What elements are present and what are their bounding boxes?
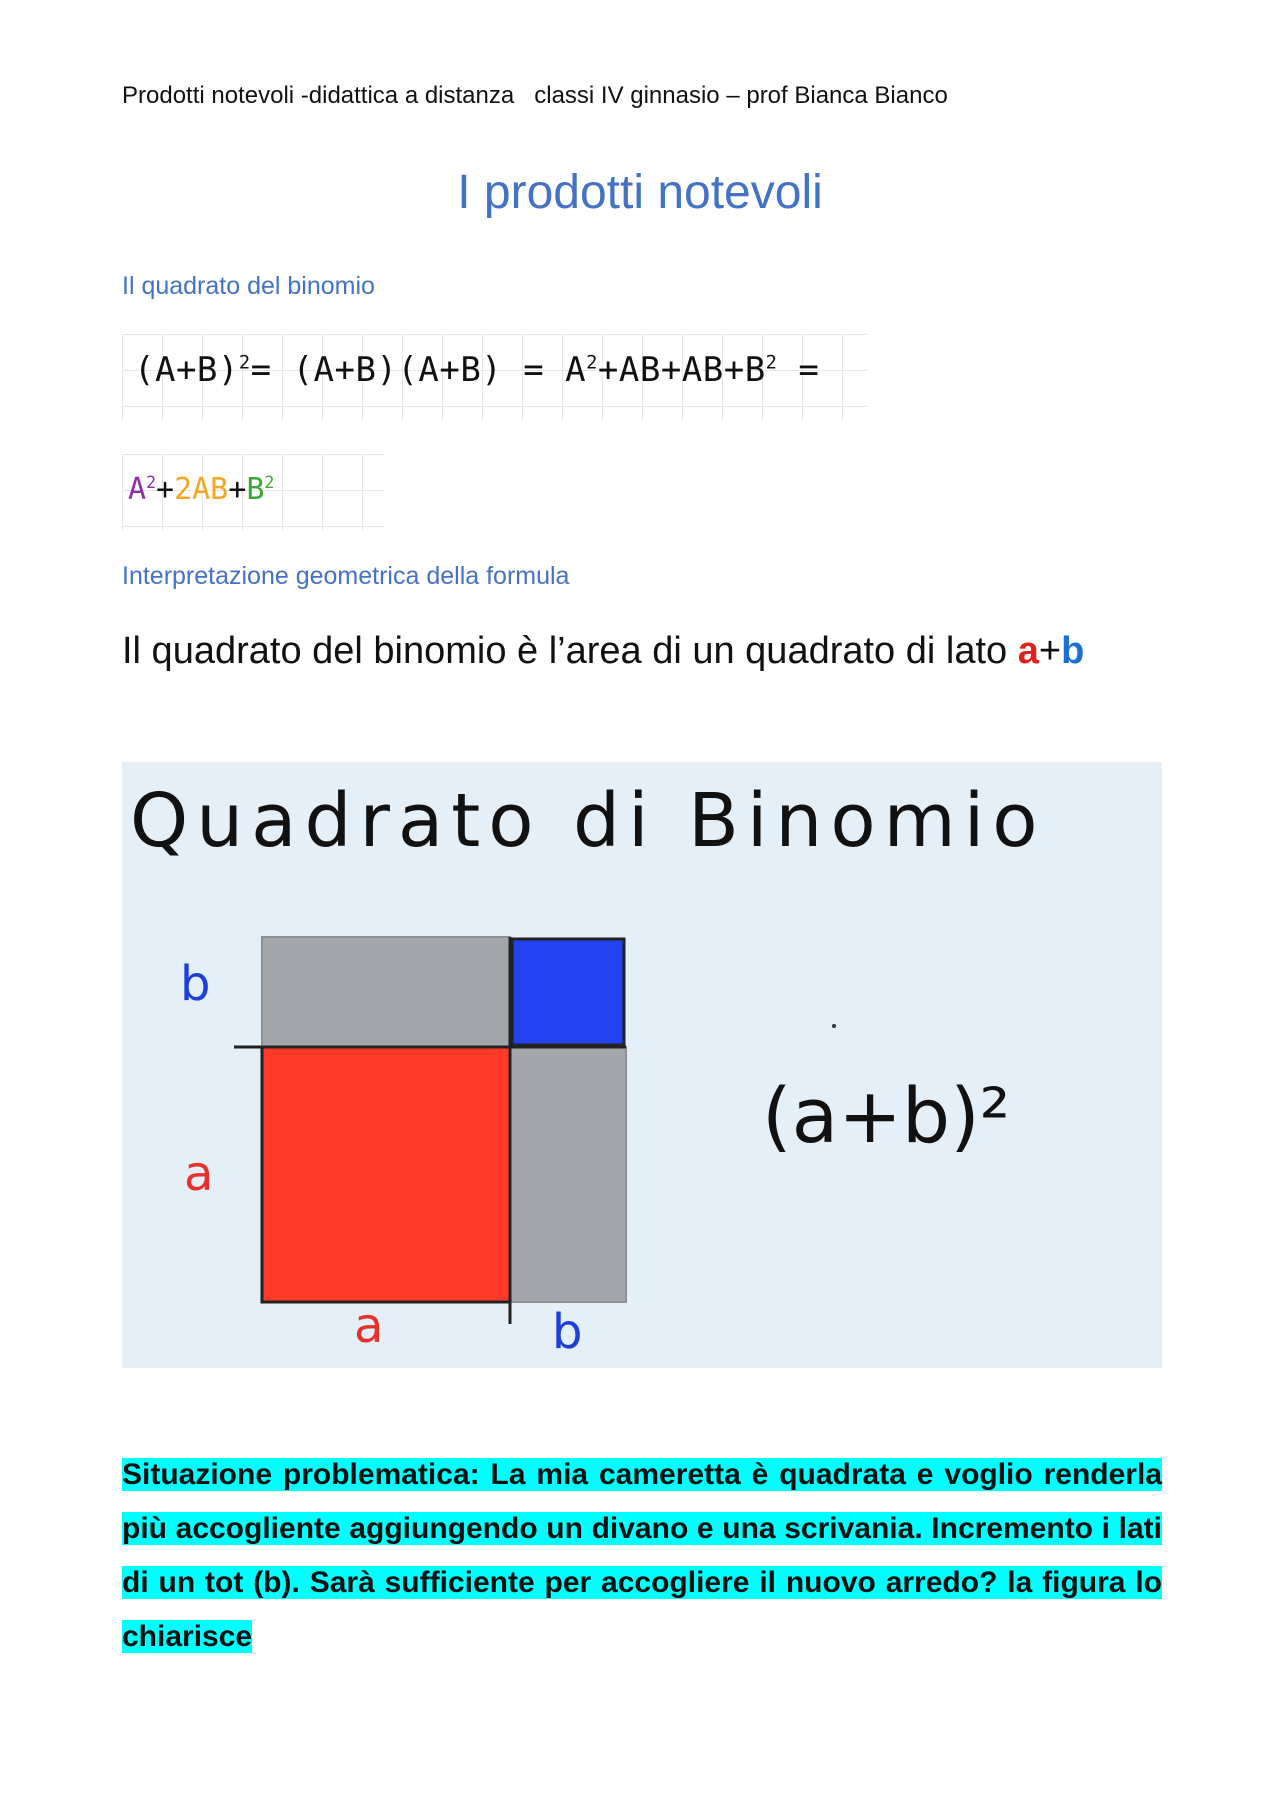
statement-text: Il quadrato del binomio è l’area di un quadrato di lato: [122, 630, 1018, 672]
section-subtitle-geometric-interpretation: Interpretazione geometrica della formula: [122, 562, 570, 590]
formula-plus: +: [228, 472, 247, 507]
formula-exponent: 2: [146, 473, 156, 492]
statement-side-a: a: [1017, 630, 1039, 672]
binomial-square-figure: [122, 762, 1162, 1368]
label-bottom-b: b: [552, 1304, 583, 1360]
formula-result: [128, 472, 274, 507]
label-left-a: a: [184, 1146, 214, 1202]
formula-expansion: [134, 350, 819, 390]
formula-exponent: 2: [586, 352, 598, 374]
problem-situation: [122, 1448, 1162, 1664]
figure-formula: (a+b)²: [762, 1071, 1011, 1160]
formula-a-squared: A: [128, 472, 147, 507]
statement-side-b: b: [1061, 630, 1085, 672]
formula-part: +AB+AB+B: [597, 350, 766, 390]
formula-result-image: [122, 454, 384, 530]
document-header: Prodotti notevoli -didattica a distanza classi IV ginnasio – prof Bianca Bianco: [122, 82, 948, 109]
figure-diagram: [122, 762, 1162, 1368]
label-left-b: b: [180, 956, 211, 1012]
rect-bottom-right-ab: [510, 1047, 626, 1302]
section-subtitle-binomial-square: Il quadrato del binomio: [122, 272, 375, 300]
formula-b-squared: B: [246, 472, 265, 507]
formula-plus: +: [156, 472, 175, 507]
page-title: I prodotti notevoli: [457, 166, 823, 219]
formula-part: (A+B): [134, 350, 239, 390]
formula-part: =: [777, 350, 820, 390]
square-a: [262, 1047, 510, 1302]
formula-part: = (A+B)(A+B) = A: [250, 350, 587, 390]
problem-text: Situazione problematica: La mia cameretta è quadrata e voglio renderla più accogliente aggiungendo un divano e una scrivania. Incremento i lati di un tot (b). Sarà sufficiente per accogliere il nuovo arredo? la figura lo chiarisce: [122, 1458, 1162, 1653]
statement-plus: +: [1038, 630, 1062, 672]
formula-exponent: 2: [238, 352, 251, 374]
square-b: [512, 939, 624, 1045]
rect-top-left-ab: [262, 937, 510, 1047]
geometric-statement: [122, 630, 1084, 673]
dot: [832, 1024, 836, 1028]
label-bottom-a: a: [354, 1298, 384, 1354]
figure-title: Quadrato di Binomio: [130, 778, 1046, 864]
formula-exponent: 2: [264, 473, 275, 492]
formula-expansion-image: [122, 334, 867, 420]
formula-double-product: 2AB: [174, 472, 229, 507]
formula-exponent: 2: [765, 352, 778, 374]
